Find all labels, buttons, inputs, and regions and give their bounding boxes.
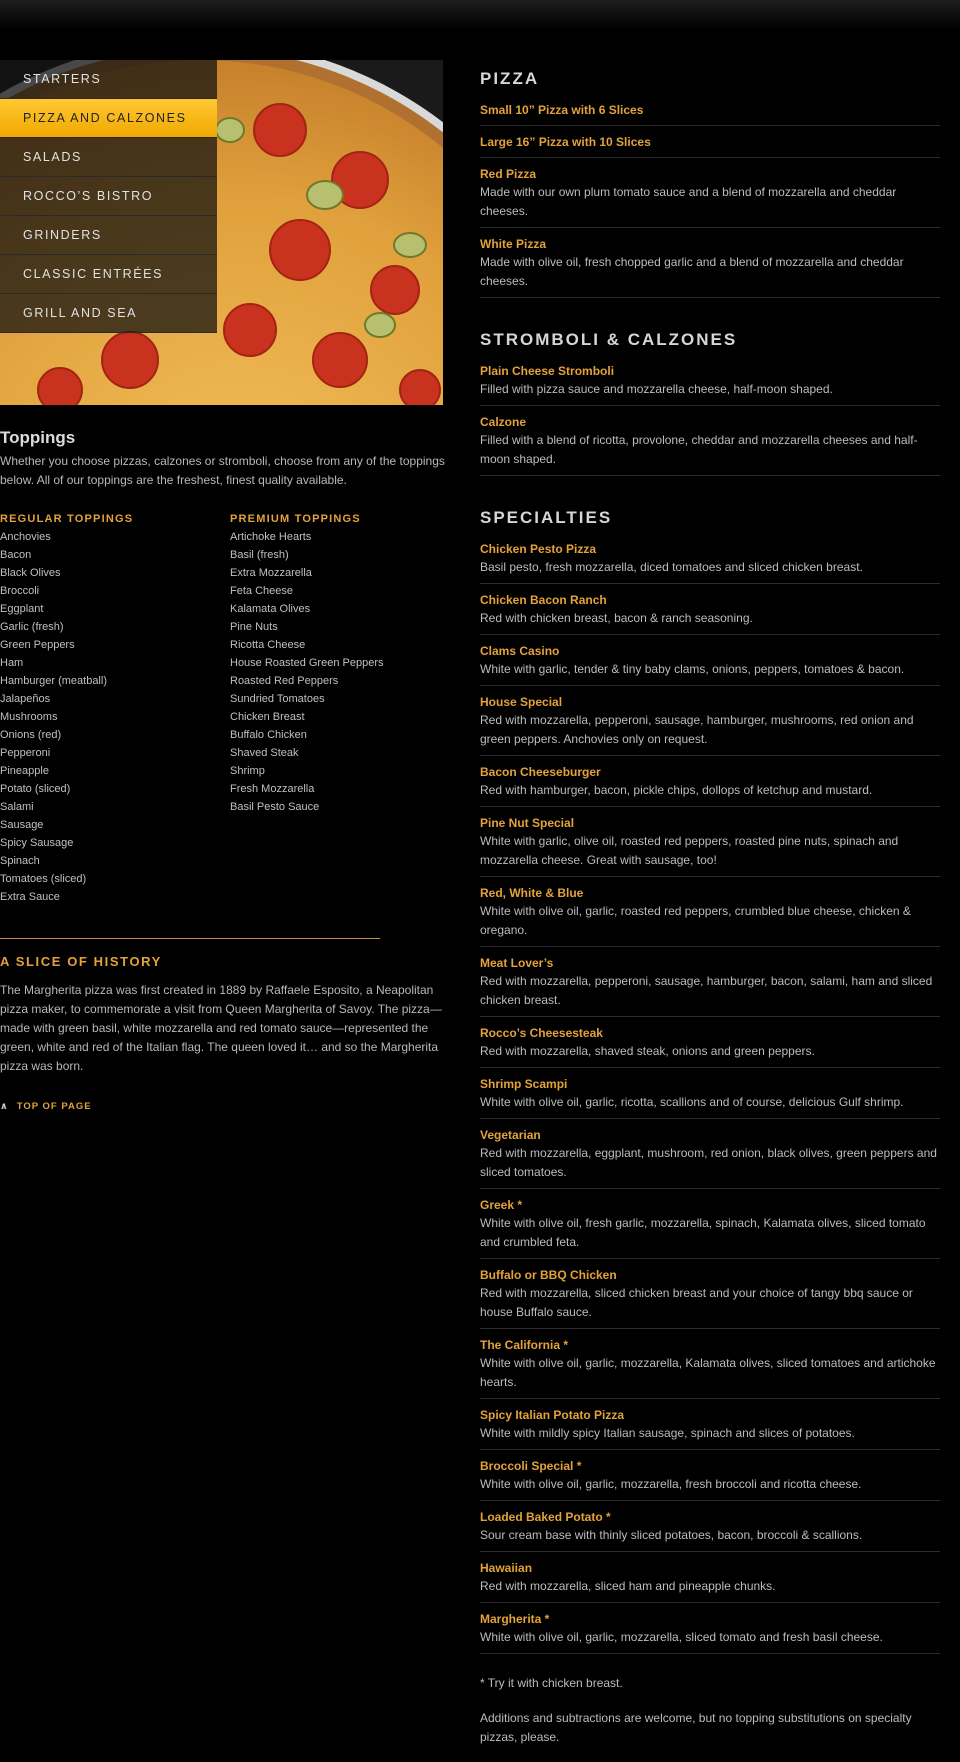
nav-item-salads[interactable]: SALADS	[0, 138, 217, 177]
menu-item-name: Clams Casino	[480, 644, 560, 658]
toppings-intro: Whether you choose pizzas, calzones or stromboli, choose from any of the toppings below. All of our toppings are the freshest, finest quality available.	[0, 454, 445, 487]
section-spacer	[480, 298, 940, 325]
regular-toppings-list	[0, 528, 220, 906]
history-text: The Margherita pizza was first created in 1889 by Raffaele Esposito, a Neapolitan pizza maker, to commemorate a visit from Queen Margherita of Savoy. The pizza—made with green basil, white mozzarella and red tomato sauce—represented the green, white and red of the Italian flag. The queen loved it… and so the Margherita pizza was born.	[0, 983, 442, 1073]
regular-toppings	[0, 510, 220, 906]
regular-topping-item: Extra Sauce	[0, 891, 60, 903]
menu-item-description: White with garlic, olive oil, roasted red peppers, roasted pine nuts, spinach and mozzarella cheese. Great with sausage, too!	[480, 834, 899, 867]
premium-topping-item: Shrimp	[230, 765, 265, 777]
regular-topping-item: Tomatoes (sliced)	[0, 873, 87, 885]
menu-item-name: Vegetarian	[480, 1128, 541, 1142]
menu-item-name: Broccoli Special *	[480, 1459, 582, 1473]
regular-topping-item: Broccoli	[0, 585, 40, 597]
history-divider	[0, 938, 380, 939]
menu-item-name: Red, White & Blue	[480, 886, 584, 900]
premium-toppings	[230, 510, 450, 816]
menu-item-name: Rocco’s Cheesesteak	[480, 1026, 603, 1040]
premium-topping-item: Buffalo Chicken	[230, 729, 307, 741]
regular-topping-item: Pepperoni	[0, 747, 51, 759]
menu-item	[480, 1501, 940, 1552]
menu-sections	[480, 64, 940, 1747]
regular-topping-item: Black Olives	[0, 567, 61, 579]
menu-item-name: Large 16” Pizza with 10 Slices	[480, 135, 651, 149]
menu-item-name: Meat Lover’s	[480, 956, 554, 970]
menu-item-description: Red with chicken breast, bacon & ranch seasoning.	[480, 611, 753, 625]
menu-item	[480, 635, 940, 686]
premium-topping-item: Extra Mozzarella	[230, 567, 312, 579]
menu-item-description: Made with our own plum tomato sauce and a blend of mozzarella and cheddar cheeses.	[480, 185, 897, 218]
menu-item-name: The California *	[480, 1338, 569, 1352]
premium-topping-item: Basil (fresh)	[230, 549, 289, 561]
regular-topping-item: Ham	[0, 657, 24, 669]
menu-item	[480, 1119, 940, 1189]
menu-item-name: Plain Cheese Stromboli	[480, 364, 615, 378]
top-of-page-link[interactable]	[0, 1101, 92, 1112]
premium-topping-item: Roasted Red Peppers	[230, 675, 339, 687]
menu-item-name: Buffalo or BBQ Chicken	[480, 1268, 617, 1282]
menu-item-description: Red with mozzarella, sliced chicken breast and your choice of tangy bbq sauce or house Buffalo sauce.	[480, 1286, 913, 1319]
menu-item	[480, 94, 940, 126]
menu-item-description: Red with mozzarella, pepperoni, sausage, hamburger, bacon, salami, ham and sliced chicken breast.	[480, 974, 933, 1007]
menu-item-name: Chicken Bacon Ranch	[480, 593, 607, 607]
substitution-footnote: Additions and subtractions are welcome, but no topping substitutions on specialty pizzas, please.	[480, 1711, 912, 1744]
history-title: A SLICE OF HISTORY	[0, 954, 162, 969]
nav-item-grill-and-sea[interactable]: GRILL AND SEA	[0, 294, 217, 333]
regular-topping-item: Bacon	[0, 549, 32, 561]
menu-item	[480, 1068, 940, 1119]
section-title: STROMBOLI & CALZONES	[480, 330, 738, 349]
menu-item	[480, 686, 940, 756]
regular-topping-item: Jalapeños	[0, 693, 51, 705]
menu-item-description: Red with mozzarella, eggplant, mushroom, red onion, black olives, green peppers and sliced tomatoes.	[480, 1146, 937, 1179]
regular-toppings-heading: REGULAR TOPPINGS	[0, 513, 134, 525]
regular-topping-item: Spinach	[0, 855, 40, 867]
regular-topping-item: Anchovies	[0, 531, 51, 543]
menu-item-description: Filled with pizza sauce and mozzarella cheese, half-moon shaped.	[480, 382, 833, 396]
menu-item	[480, 807, 940, 877]
menu-item-name: Shrimp Scampi	[480, 1077, 568, 1091]
menu-item-description: White with olive oil, garlic, roasted red peppers, crumbled blue cheese, chicken & oregano.	[480, 904, 911, 937]
premium-topping-item: Sundried Tomatoes	[230, 693, 325, 705]
menu-item-description: Made with olive oil, fresh chopped garlic and a blend of mozzarella and cheddar cheeses.	[480, 255, 904, 288]
menu-item-description: Filled with a blend of ricotta, provolone, cheddar and mozzarella cheeses and half-moon shaped.	[480, 433, 918, 466]
menu-item	[480, 877, 940, 947]
menu-item	[480, 1450, 940, 1501]
menu-item-description: White with olive oil, fresh garlic, mozzarella, spinach, Kalamata olives, sliced tomato and crumbled feta.	[480, 1216, 926, 1249]
premium-topping-item: Kalamata Olives	[230, 603, 311, 615]
menu-item-name: Pine Nut Special	[480, 816, 575, 830]
premium-topping-item: Fresh Mozzarella	[230, 783, 315, 795]
regular-topping-item: Eggplant	[0, 603, 44, 615]
premium-topping-item: Pine Nuts	[230, 621, 278, 633]
regular-topping-item: Onions (red)	[0, 729, 62, 741]
menu-item-name: Margherita *	[480, 1612, 550, 1626]
top-bar	[0, 0, 960, 30]
menu-item-description: White with olive oil, garlic, mozzarella, Kalamata olives, sliced tomatoes and artichoke hearts.	[480, 1356, 936, 1389]
menu-item-name: House Special	[480, 695, 563, 709]
premium-topping-item: Basil Pesto Sauce	[230, 801, 320, 813]
nav-item-classic-entrees[interactable]: CLASSIC ENTRÉES	[0, 255, 217, 294]
regular-topping-item: Potato (sliced)	[0, 783, 71, 795]
menu-item-name: Spicy Italian Potato Pizza	[480, 1408, 625, 1422]
menu-item-description: White with olive oil, garlic, mozzarella, fresh broccoli and ricotta cheese.	[480, 1477, 862, 1491]
menu-item-description: Red with mozzarella, sliced ham and pineapple chunks.	[480, 1579, 776, 1593]
menu-item	[480, 126, 940, 158]
regular-topping-item: Pineapple	[0, 765, 49, 777]
menu-item	[480, 406, 940, 476]
premium-topping-item: Shaved Steak	[230, 747, 299, 759]
nav-item-grinders[interactable]: GRINDERS	[0, 216, 217, 255]
menu-item	[480, 158, 940, 228]
menu-item	[480, 756, 940, 807]
menu-item	[480, 228, 940, 298]
menu-item	[480, 355, 940, 406]
regular-topping-item: Sausage	[0, 819, 44, 831]
menu-item	[480, 1329, 940, 1399]
menu-item-name: Loaded Baked Potato *	[480, 1510, 611, 1524]
menu-item	[480, 1017, 940, 1068]
regular-topping-item: Mushrooms	[0, 711, 58, 723]
menu-item	[480, 584, 940, 635]
nav-item-pizza-and-calzones[interactable]: PIZZA AND CALZONES	[0, 99, 217, 138]
menu-item-description: Basil pesto, fresh mozzarella, diced tomatoes and sliced chicken breast.	[480, 560, 863, 574]
premium-topping-item: Ricotta Cheese	[230, 639, 306, 651]
menu-item	[480, 947, 940, 1017]
menu-item-description: Red with mozzarella, pepperoni, sausage, hamburger, mushrooms, red onion and green peppers. Anchovies only on request.	[480, 713, 914, 746]
asterisk-footnote: * Try it with chicken breast.	[480, 1676, 623, 1690]
regular-topping-item: Hamburger (meatball)	[0, 675, 107, 687]
nav-item-roccos-bistro[interactable]: ROCCO’S BISTRO	[0, 177, 217, 216]
menu-item-description: White with olive oil, garlic, mozzarella, sliced tomato and fresh basil cheese.	[480, 1630, 883, 1644]
menu-item-description: White with olive oil, garlic, ricotta, scallions and of course, delicious Gulf shrimp.	[480, 1095, 904, 1109]
menu-item	[480, 1189, 940, 1259]
menu-item-name: White Pizza	[480, 237, 547, 251]
premium-topping-item: Artichoke Hearts	[230, 531, 312, 543]
menu-item	[480, 1552, 940, 1603]
premium-topping-item: Feta Cheese	[230, 585, 293, 597]
menu-item-description: Sour cream base with thinly sliced potatoes, bacon, broccoli & scallions.	[480, 1528, 863, 1542]
menu-item	[480, 1259, 940, 1329]
menu-item-name: Chicken Pesto Pizza	[480, 542, 597, 556]
menu-item-name: Greek *	[480, 1198, 523, 1212]
menu-item-description: Red with mozzarella, shaved steak, onions and green peppers.	[480, 1044, 815, 1058]
regular-topping-item: Spicy Sausage	[0, 837, 74, 849]
nav-item-starters[interactable]: STARTERS	[0, 60, 217, 99]
regular-topping-item: Green Peppers	[0, 639, 75, 651]
menu-item	[480, 1603, 940, 1654]
menu-item	[480, 533, 940, 584]
menu-item-name: Calzone	[480, 415, 527, 429]
toppings-title: Toppings	[0, 428, 76, 447]
section-title: PIZZA	[480, 69, 540, 88]
premium-toppings-list	[230, 528, 450, 816]
caret-up-icon: ∧	[0, 1101, 9, 1112]
top-of-page-label: TOP OF PAGE	[16, 1101, 92, 1112]
premium-topping-item: House Roasted Green Peppers	[230, 657, 384, 669]
regular-topping-item: Salami	[0, 801, 34, 813]
menu-item-description: Red with hamburger, bacon, pickle chips, dollops of ketchup and mustard.	[480, 783, 873, 797]
footnotes	[480, 1674, 940, 1747]
menu-item-name: Red Pizza	[480, 167, 537, 181]
menu-item	[480, 1399, 940, 1450]
regular-topping-item: Garlic (fresh)	[0, 621, 64, 633]
section-spacer	[480, 476, 940, 503]
premium-topping-item: Chicken Breast	[230, 711, 305, 723]
menu-item-description: White with mildly spicy Italian sausage, spinach and slices of potatoes.	[480, 1426, 855, 1440]
section-title: SPECIALTIES	[480, 508, 613, 527]
category-nav	[0, 60, 217, 333]
menu-item-name: Hawaiian	[480, 1561, 533, 1575]
menu-item-description: White with garlic, tender & tiny baby clams, onions, peppers, tomatoes & bacon.	[480, 662, 905, 676]
menu-item-name: Small 10” Pizza with 6 Slices	[480, 103, 644, 117]
premium-toppings-heading: PREMIUM TOPPINGS	[230, 513, 361, 525]
menu-item-name: Bacon Cheeseburger	[480, 765, 601, 779]
